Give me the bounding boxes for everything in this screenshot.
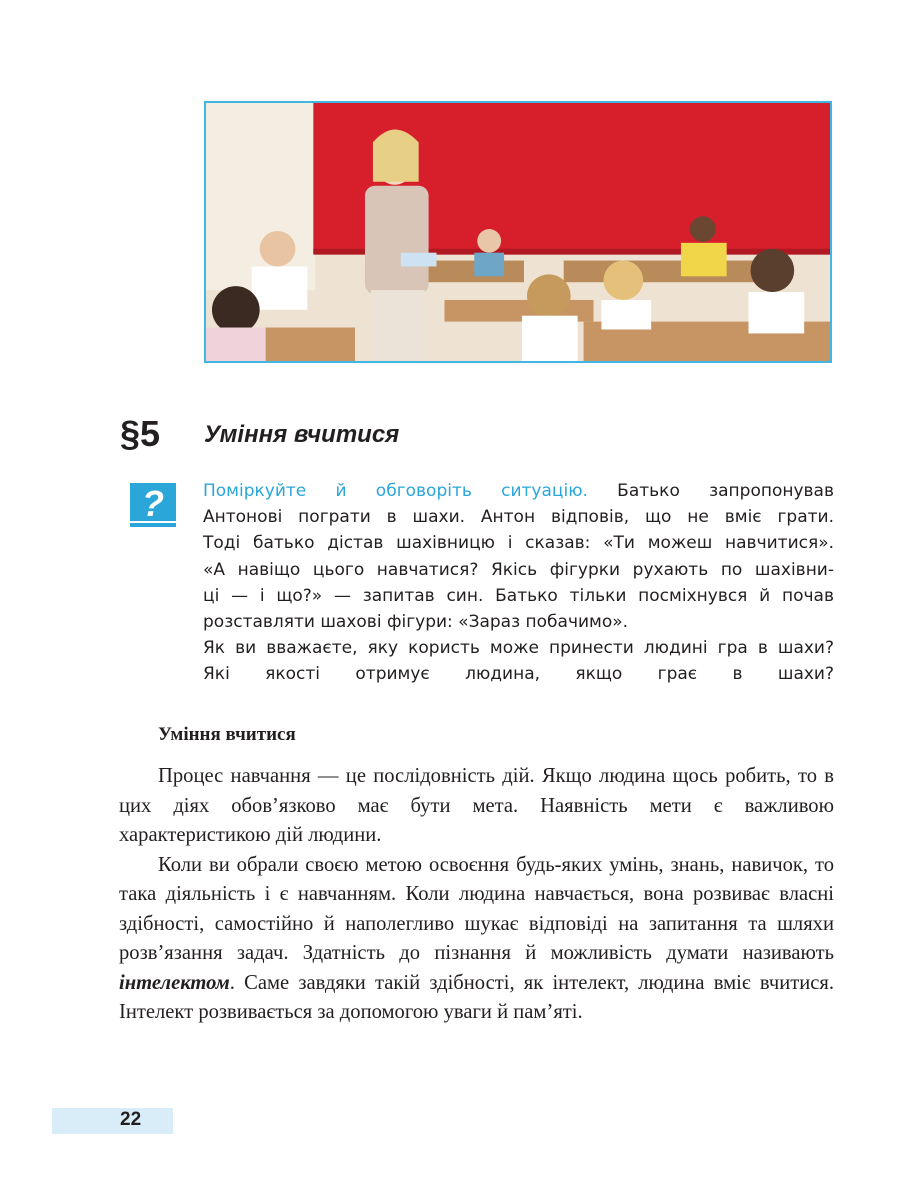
discussion-line: ці — і що?» — запитав син. Батько тільки посміхнувся й почав [203,585,834,606]
classroom-photo [204,101,832,363]
discussion-line: Антонові пограти в шахи. Антон відповів, що не вміє грати. [203,507,834,528]
question-icon [130,483,176,527]
body-text-part: . Саме завдяки такій здібності, як інтелект, людина вміє вчитися. Інтелект розвивається за допомогою уваги й пам’яті. [119,971,834,1023]
paragraph-title: Уміння вчитися [204,421,400,448]
body-paragraph [119,851,834,1028]
discussion-block [203,478,834,688]
discussion-line: Тоді батько дістав шахівницю і сказав: «Ти можеш навчитися». [203,533,834,554]
page-number-bar [52,1108,173,1134]
key-term: інтелектом [119,971,230,994]
section-heading: Уміння вчитися [158,724,296,745]
discussion-question: Як ви вважаєте, яку користь може принести людині гра в шахи? [203,638,834,659]
svg-text:?: ? [142,483,164,524]
discussion-question: Які якості отримує людина, якщо грає в шахи? [203,664,834,685]
paragraph-number: §5 [120,413,161,454]
discussion-line [203,478,834,504]
discussion-line: розставляти шахові фігури: «Зараз побачимо». [203,612,629,633]
body-text [119,762,834,1028]
discussion-lead: Поміркуйте й обговоріть ситуацію. [203,481,588,501]
discussion-line: «А навіщо цього навчатися? Якісь фігурки рухають по шахівни- [203,559,834,580]
body-text-part: Коли ви обрали своєю метою освоєння будь-яких умінь, знань, навичок, то така діяльність і є навчанням. Коли людина навчається, вона розвиває власні здібності, самостійно й наполегливо шукає відповіді на запитання та шляхи розв’язання задач. Здатність до пізнання й можливість думати називають [119,853,834,964]
discussion-text: Батько запропонував [587,481,834,501]
body-paragraph: Процес навчання — це послідовність дій. Якщо людина щось робить, то в цих діях обов’язково має бути мета. Наявність мети є важливою характеристикою дій людини. [119,765,834,846]
page-number: 22 [120,1109,142,1130]
classroom-illustration [206,103,830,361]
